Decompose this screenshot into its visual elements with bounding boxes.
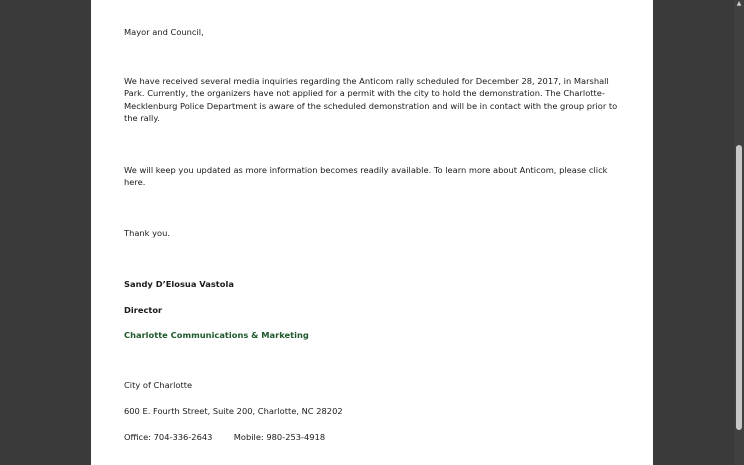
paragraph-line: We have received several media inquiries regarding the Anticom rally scheduled for December 28, 2017, in Marshall: [124, 76, 609, 86]
document-page: [91, 0, 653, 465]
department-name: Charlotte Communications & Marketing: [124, 330, 309, 340]
closing: Thank you.: [124, 228, 170, 238]
salutation: Mayor and Council,: [124, 27, 204, 37]
mobile-phone: Mobile: 980-253-4918: [233, 432, 326, 442]
paragraph-line: the rally.: [124, 113, 160, 123]
paragraph-line: Park. Currently, the organizers have not applied for a permit with the city to hold the demonstration. The Charlotte-: [124, 88, 605, 98]
address: 600 E. Fourth Street, Suite 200, Charlotte, NC 28202: [124, 406, 343, 416]
organization: City of Charlotte: [124, 380, 193, 390]
phone-line: [124, 431, 624, 443]
scrollbar-thumb[interactable]: [736, 145, 742, 430]
paragraph-line-link[interactable]: here.: [124, 177, 146, 187]
paragraph-line: We will keep you updated as more information becomes readily available. To learn more about Anticom, please click: [124, 165, 608, 175]
office-phone: Office: 704-336-2643: [124, 432, 213, 442]
scroll-up-arrow-icon[interactable]: ▲: [736, 0, 742, 7]
paragraph-line: Mecklenburg Police Department is aware of the scheduled demonstration and will be in contact with the group prior to: [124, 101, 618, 111]
vertical-scrollbar[interactable]: [734, 0, 744, 465]
signer-title: Director: [124, 305, 163, 315]
signer-name: Sandy D’Elosua Vastola: [124, 279, 234, 289]
